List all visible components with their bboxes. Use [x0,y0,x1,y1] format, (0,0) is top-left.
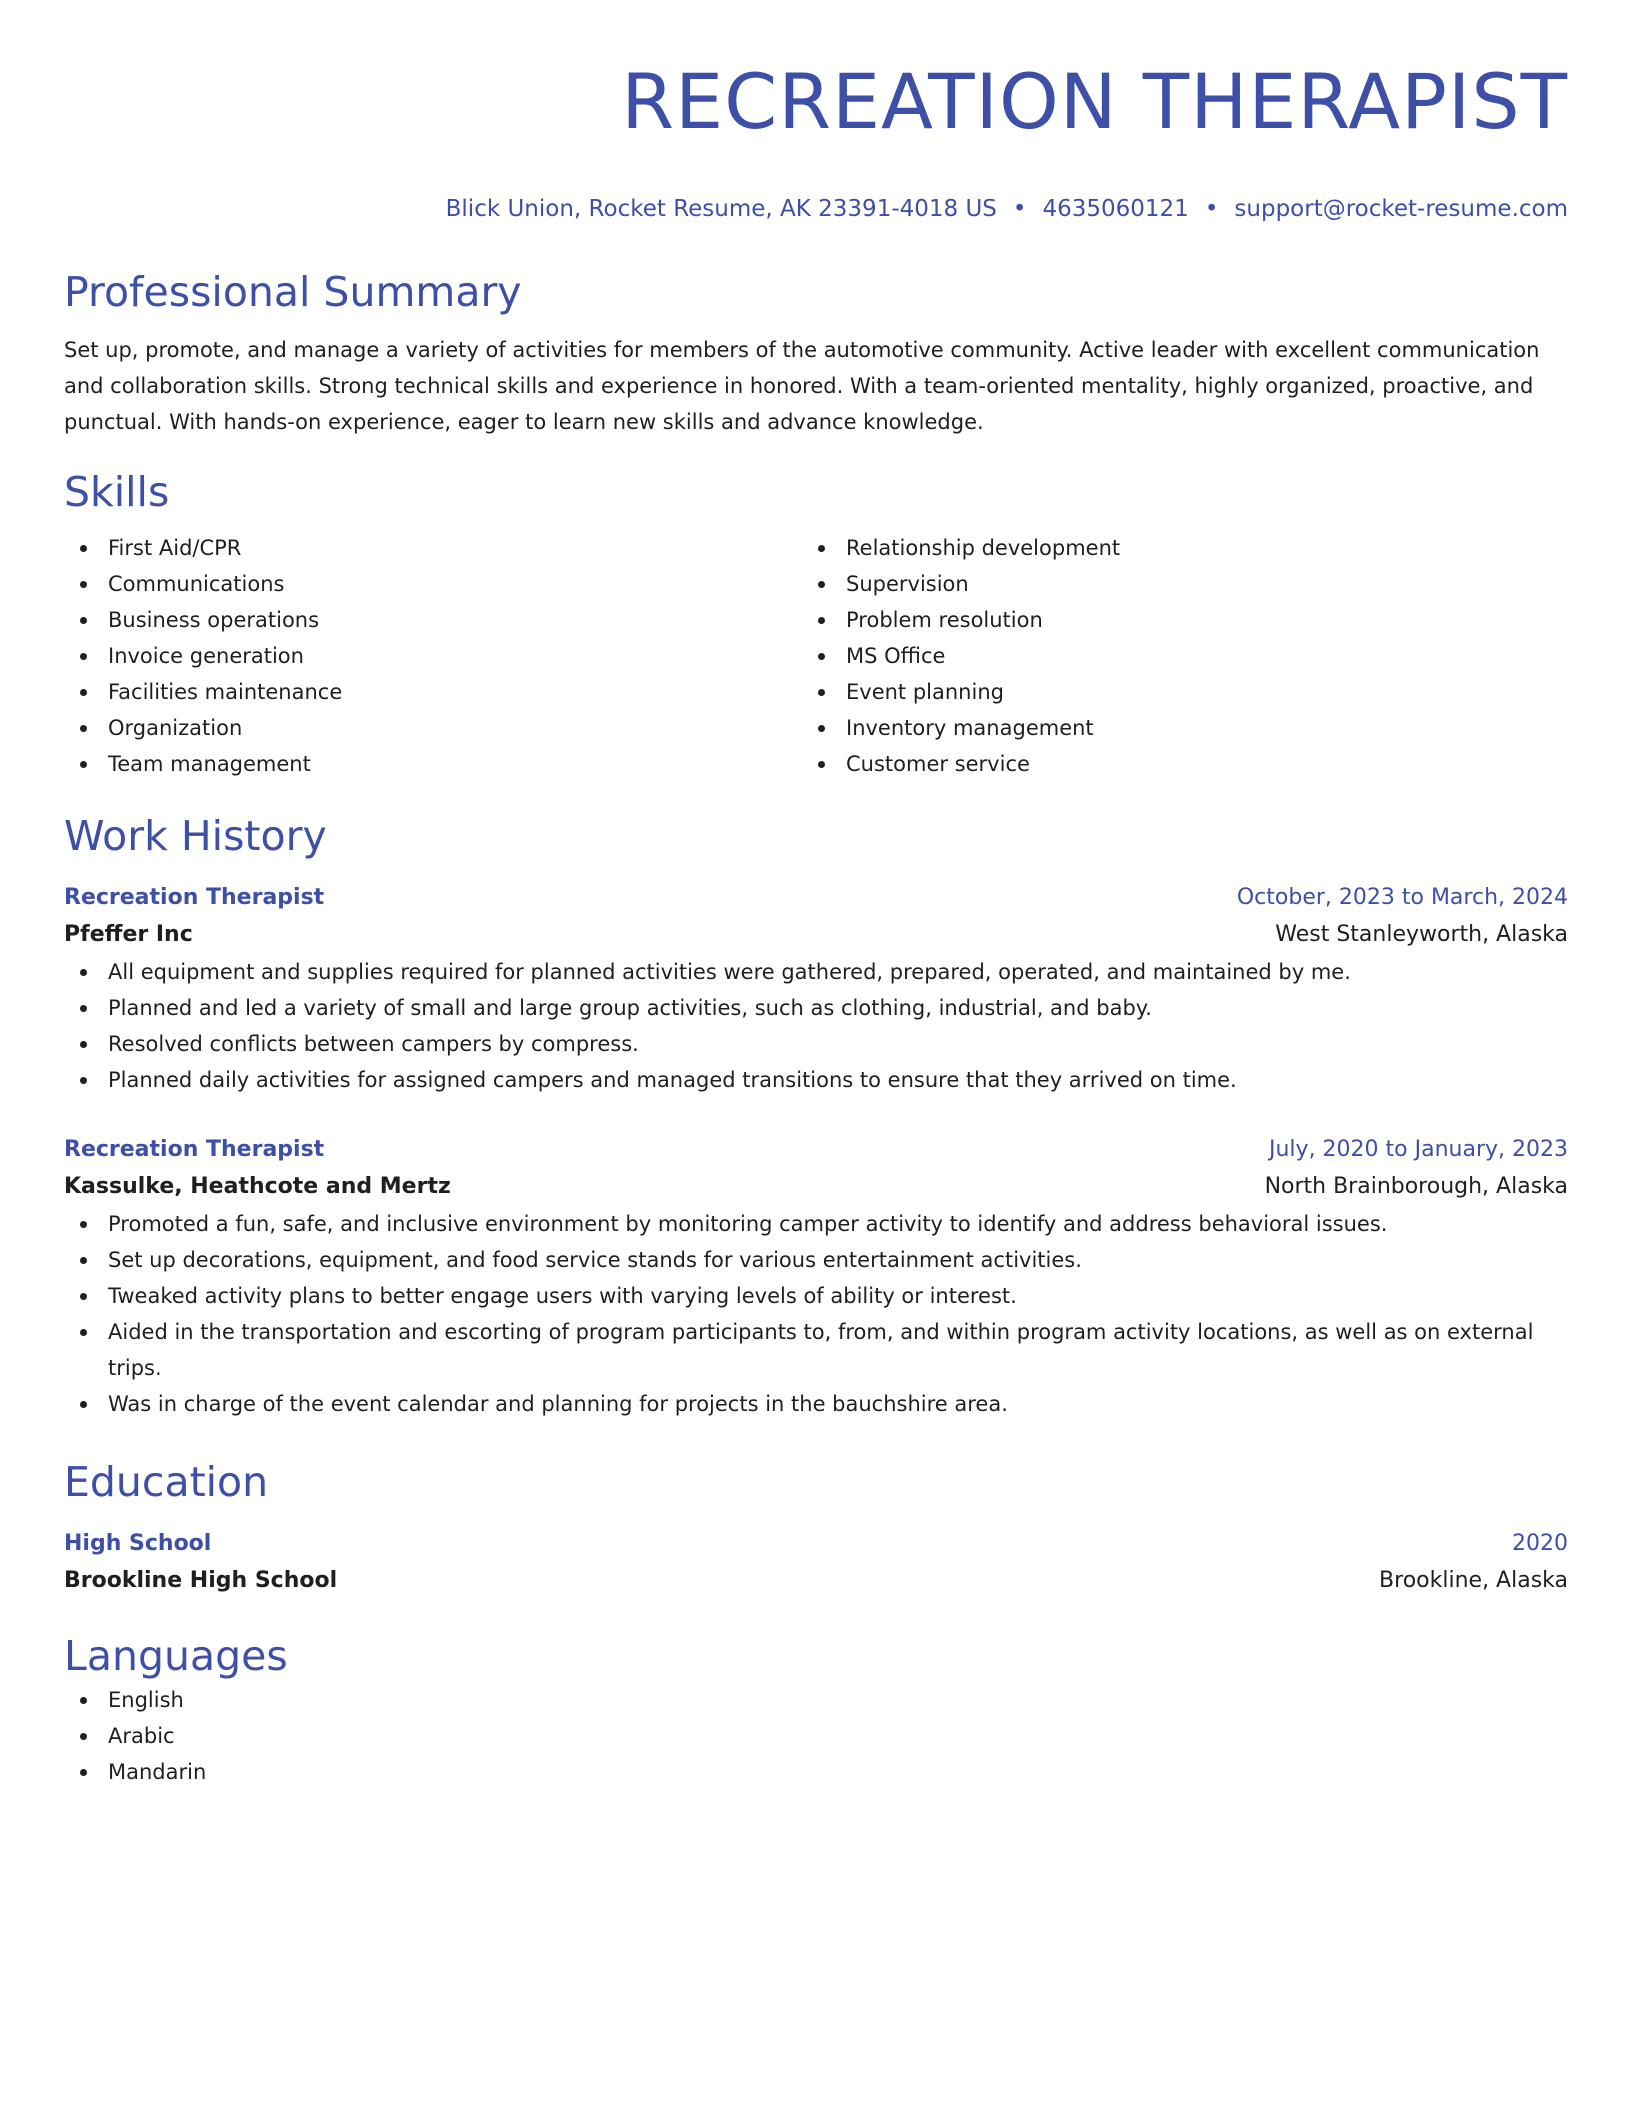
education-school: Brookline High School [64,1568,338,1593]
contact-separator: • [1012,196,1027,222]
job-duty: Set up decorations, equipment, and food service stands for various entertainment activities. [64,1242,1568,1278]
skill-item: MS Office [802,638,1540,674]
contact-phone: 4635060121 [1042,196,1189,222]
languages-heading: Languages [64,1632,288,1680]
job-title-row [64,880,1568,916]
job-duty: Planned and led a variety of small and large group activities, such as clothing, industrial, and baby. [64,990,1568,1026]
skill-item: Team management [64,746,802,782]
education-heading: Education [64,1458,269,1506]
skill-item: Problem resolution [802,602,1540,638]
skill-item: Business operations [64,602,802,638]
contact-separator: • [1204,196,1219,222]
skill-item: Customer service [802,746,1540,782]
job-company: Kassulke, Heathcote and Mertz [64,1174,451,1199]
job-duties-list [64,954,1568,1098]
contact-line [64,192,1568,226]
job-title: Recreation Therapist [64,885,325,910]
language-item: Arabic [64,1718,1568,1754]
job-duty: Planned daily activities for assigned campers and managed transitions to ensure that they arrived on time. [64,1062,1568,1098]
page-title: RECREATION THERAPIST [621,57,1568,146]
contact-address: Blick Union, Rocket Resume, AK 23391-4018 US [445,196,997,222]
job-company: Pfeffer Inc [64,922,193,947]
job-entry [64,1132,1568,1422]
job-duty: Resolved conflicts between campers by compress. [64,1026,1568,1062]
skills-heading: Skills [64,468,170,516]
job-company-row [64,916,1568,954]
skills-column-right [802,530,1540,782]
work-history-heading: Work History [64,812,327,860]
job-duty: All equipment and supplies required for planned activities were gathered, prepared, operated, and maintained by me. [64,954,1568,990]
summary-heading: Professional Summary [64,268,522,316]
skills-column-left [64,530,802,782]
resume-header [64,48,1568,226]
skill-item: First Aid/CPR [64,530,802,566]
skill-item: Invoice generation [64,638,802,674]
job-dates: October, 2023 to March, 2024 [1236,885,1568,910]
languages-list [64,1682,1568,1790]
job-duty: Tweaked activity plans to better engage users with varying levels of ability or interest. [64,1278,1568,1314]
job-duty: Promoted a fun, safe, and inclusive environment by monitoring camper activity to identify and address behavioral issues. [64,1206,1568,1242]
education-location: Brookline, Alaska [1379,1568,1568,1593]
skill-item: Relationship development [802,530,1540,566]
language-item: English [64,1682,1568,1718]
job-duty: Aided in the transportation and escorting of program participants to, from, and within program activity locations, as well as on external trips. [64,1314,1568,1386]
job-entry [64,880,1568,1098]
skill-item: Event planning [802,674,1540,710]
job-location: West Stanleyworth, Alaska [1275,922,1568,947]
job-dates: July, 2020 to January, 2023 [1269,1137,1568,1162]
job-duty: Was in charge of the event calendar and planning for projects in the bauchshire area. [64,1386,1568,1422]
education-degree: High School [64,1531,212,1556]
job-title: Recreation Therapist [64,1137,325,1162]
skills-list-right [802,530,1540,782]
summary-text: Set up, promote, and manage a variety of activities for members of the automotive community. Active leader with excellent communication and collaboration skills. Strong technical skills and experience in honored. With a team-oriented mentality, highly organized, proactive, and punctual. With hands-on experience, eager to learn new skills and advance knowledge. [64,338,1540,434]
skill-item: Communications [64,566,802,602]
skill-item: Inventory management [802,710,1540,746]
skill-item: Facilities maintenance [64,674,802,710]
job-duties-list [64,1206,1568,1422]
skill-item: Organization [64,710,802,746]
skill-item: Supervision [802,566,1540,602]
education-school-row [64,1562,1568,1600]
skills-grid [64,530,1568,782]
education-degree-row [64,1526,1568,1562]
job-company-row [64,1168,1568,1206]
education-year: 2020 [1512,1531,1568,1556]
education-entry [64,1526,1568,1600]
language-item: Mandarin [64,1754,1568,1790]
contact-email[interactable]: support@rocket-resume.com [1234,196,1568,222]
skills-list-left [64,530,802,782]
job-location: North Brainborough, Alaska [1264,1174,1568,1199]
job-title-row [64,1132,1568,1168]
